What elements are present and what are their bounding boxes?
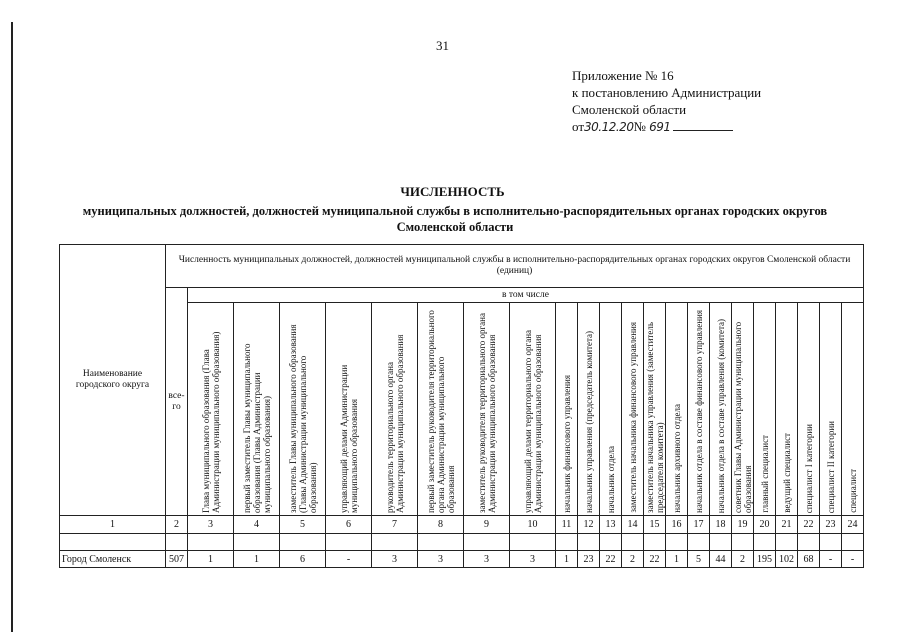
position-value: 22 bbox=[600, 551, 622, 568]
spacer-cell bbox=[710, 534, 732, 551]
position-header-label: заместитель начальника управления (заместитель председателя комитета) bbox=[644, 322, 665, 513]
position-header-22 bbox=[798, 303, 820, 516]
column-number: 13 bbox=[600, 516, 622, 534]
spacer-cell bbox=[510, 534, 556, 551]
column-number: 23 bbox=[820, 516, 842, 534]
position-header-17 bbox=[688, 303, 710, 516]
position-header-19 bbox=[732, 303, 754, 516]
position-header-label: ведущий специалист bbox=[781, 433, 792, 513]
spacer-cell bbox=[234, 534, 280, 551]
position-value: 6 bbox=[280, 551, 326, 568]
column-numbers-row bbox=[60, 516, 864, 534]
position-value: 23 bbox=[578, 551, 600, 568]
position-header-label: первый заместитель Главы муниципального образования (Главы Администрации муниципального образования) bbox=[241, 343, 272, 513]
position-header-21 bbox=[776, 303, 798, 516]
position-header-label: начальник управления (председатель комитета) bbox=[583, 331, 594, 513]
date-prefix: от bbox=[572, 119, 585, 134]
position-header-4 bbox=[234, 303, 280, 516]
spacer-cell bbox=[556, 534, 578, 551]
position-header-3 bbox=[188, 303, 234, 516]
position-value: 102 bbox=[776, 551, 798, 568]
position-value: 195 bbox=[754, 551, 776, 568]
appendix-line-2: к постановлению Администрации bbox=[572, 85, 762, 100]
column-number: 5 bbox=[280, 516, 326, 534]
date-underline bbox=[673, 130, 733, 131]
appendix-date-line bbox=[572, 118, 761, 136]
position-value: 2 bbox=[622, 551, 644, 568]
position-header-label: управляющий делами Администрации муниципального образования bbox=[338, 364, 359, 513]
column-number: 18 bbox=[710, 516, 732, 534]
appendix-line-3: Смоленской области bbox=[572, 102, 687, 117]
position-header-14 bbox=[622, 303, 644, 516]
spacer-row bbox=[60, 534, 864, 551]
position-header-10 bbox=[510, 303, 556, 516]
position-value: 44 bbox=[710, 551, 732, 568]
column-number: 2 bbox=[166, 516, 188, 534]
appendix-line-1: Приложение № 16 bbox=[572, 68, 674, 83]
spacer-cell bbox=[622, 534, 644, 551]
spacer-cell bbox=[754, 534, 776, 551]
column-number: 10 bbox=[510, 516, 556, 534]
position-header-8 bbox=[418, 303, 464, 516]
position-value: 5 bbox=[688, 551, 710, 568]
position-header-label: советник Главы Администрации муниципального образования bbox=[732, 321, 753, 513]
position-header-label: специалист II категории bbox=[825, 420, 836, 513]
handwritten-number: 691 bbox=[649, 120, 671, 134]
position-header-23 bbox=[820, 303, 842, 516]
position-header-7 bbox=[372, 303, 418, 516]
column-number: 11 bbox=[556, 516, 578, 534]
header-row-2 bbox=[60, 288, 864, 303]
position-value: 3 bbox=[418, 551, 464, 568]
spacer-cell bbox=[776, 534, 798, 551]
column-number: 3 bbox=[188, 516, 234, 534]
position-header-label: заместитель начальника финансового управления bbox=[627, 322, 638, 513]
column-number: 7 bbox=[372, 516, 418, 534]
position-header-11 bbox=[556, 303, 578, 516]
header-row-1 bbox=[60, 245, 864, 288]
position-header-16 bbox=[666, 303, 688, 516]
staffing-table bbox=[59, 244, 864, 568]
position-header-label: заместитель руководителя территориального органа Администрации муниципального образования bbox=[476, 313, 497, 513]
spacer-cell bbox=[166, 534, 188, 551]
position-header-label: Глава муниципального образования (Глава Администрации муниципального образования) bbox=[200, 331, 221, 513]
position-header-label: специалист bbox=[847, 469, 858, 513]
column-number: 14 bbox=[622, 516, 644, 534]
position-header-label: начальник архивного отдела bbox=[671, 404, 682, 513]
spacer-cell bbox=[188, 534, 234, 551]
position-value: - bbox=[842, 551, 864, 568]
position-header-18 bbox=[710, 303, 732, 516]
column-number: 15 bbox=[644, 516, 666, 534]
position-header-label: начальник отдела в составе управления (комитета) bbox=[715, 318, 726, 513]
position-value: - bbox=[326, 551, 372, 568]
handwritten-date: 30.12.20 bbox=[584, 120, 634, 134]
position-value: 3 bbox=[510, 551, 556, 568]
position-header-5 bbox=[280, 303, 326, 516]
position-value: 1 bbox=[666, 551, 688, 568]
position-header-label: первый заместитель руководителя территориального органа Администрации муниципального образования bbox=[425, 310, 456, 513]
position-header-label: главный специалист bbox=[759, 435, 770, 513]
column-number: 24 bbox=[842, 516, 864, 534]
position-value: - bbox=[820, 551, 842, 568]
column-number: 9 bbox=[464, 516, 510, 534]
position-header-label: начальник финансового управления bbox=[561, 375, 572, 513]
column-number: 8 bbox=[418, 516, 464, 534]
position-value: 3 bbox=[464, 551, 510, 568]
position-header-label: управляющий делами территориального органа Администрации муниципального образования bbox=[522, 329, 543, 513]
spacer-cell bbox=[464, 534, 510, 551]
column-number: 1 bbox=[60, 516, 166, 534]
total-value: 507 bbox=[166, 551, 188, 568]
column-number: 12 bbox=[578, 516, 600, 534]
count-header: Численность муниципальных должностей, должностей муниципальной службы в исполнительно-распорядительных органах городских округов Смоленской области (единиц) bbox=[166, 245, 864, 288]
region-name: Город Смоленск bbox=[60, 551, 166, 568]
position-header-9 bbox=[464, 303, 510, 516]
spacer-cell bbox=[820, 534, 842, 551]
spacer-cell bbox=[578, 534, 600, 551]
position-value: 22 bbox=[644, 551, 666, 568]
region-header: Наименование городского округа bbox=[60, 245, 166, 516]
spacer-cell bbox=[644, 534, 666, 551]
column-number: 21 bbox=[776, 516, 798, 534]
position-header-6 bbox=[326, 303, 372, 516]
position-value: 68 bbox=[798, 551, 820, 568]
spacer-cell bbox=[732, 534, 754, 551]
table-row bbox=[60, 551, 864, 568]
appendix-block bbox=[572, 67, 761, 136]
position-header-24 bbox=[842, 303, 864, 516]
position-header-label: руководитель территориального органа Администрации муниципального образования bbox=[384, 334, 405, 513]
spacer-cell bbox=[372, 534, 418, 551]
column-number: 16 bbox=[666, 516, 688, 534]
position-header-13 bbox=[600, 303, 622, 516]
spacer-cell bbox=[418, 534, 464, 551]
number-prefix: № bbox=[633, 119, 646, 134]
position-header-15 bbox=[644, 303, 666, 516]
position-value: 1 bbox=[188, 551, 234, 568]
column-number: 20 bbox=[754, 516, 776, 534]
position-header-label: начальник отдела bbox=[605, 445, 616, 513]
position-header-20 bbox=[754, 303, 776, 516]
position-value: 2 bbox=[732, 551, 754, 568]
position-value: 1 bbox=[556, 551, 578, 568]
column-number: 4 bbox=[234, 516, 280, 534]
spacer-cell bbox=[666, 534, 688, 551]
spacer-cell bbox=[842, 534, 864, 551]
spacer-cell bbox=[600, 534, 622, 551]
spacer-cell bbox=[326, 534, 372, 551]
spacer-cell bbox=[688, 534, 710, 551]
position-header-label: заместитель Главы муниципального образования (Главы Администрации муниципального образования) bbox=[287, 324, 318, 513]
position-header-label: специалист I категории bbox=[803, 423, 814, 513]
position-value: 1 bbox=[234, 551, 280, 568]
page-number: 31 bbox=[436, 38, 449, 53]
column-number: 19 bbox=[732, 516, 754, 534]
spacer-cell bbox=[280, 534, 326, 551]
page-left-border bbox=[11, 22, 13, 632]
spacer-cell bbox=[798, 534, 820, 551]
position-header-12 bbox=[578, 303, 600, 516]
position-value: 3 bbox=[372, 551, 418, 568]
column-number: 17 bbox=[688, 516, 710, 534]
spacer-cell bbox=[60, 534, 166, 551]
column-number: 22 bbox=[798, 516, 820, 534]
document-subtitle: муниципальных должностей, должностей муниципальной службы в исполнительно-распорядительных органах городских округов Смоленской области bbox=[82, 204, 828, 234]
including-header: в том числе bbox=[188, 288, 864, 303]
total-header: все-го bbox=[166, 288, 188, 516]
document-title: ЧИСЛЕННОСТЬ bbox=[400, 184, 505, 199]
column-number: 6 bbox=[326, 516, 372, 534]
position-header-label: начальник отдела в составе финансового управления bbox=[693, 310, 704, 513]
